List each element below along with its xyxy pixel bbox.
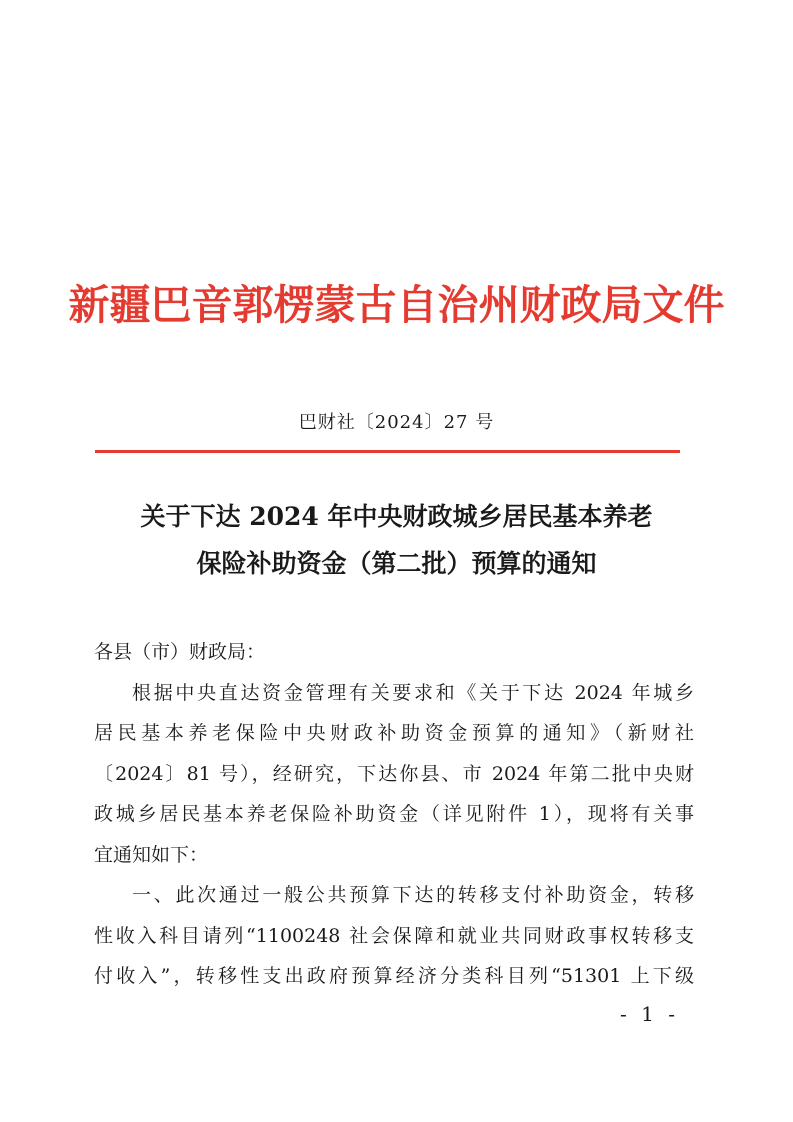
body-line-7: 性收入科目请列“1100248 社会保障和就业共同财政事权转移支 bbox=[94, 924, 694, 947]
notice-body bbox=[94, 632, 694, 997]
notice-title bbox=[0, 493, 793, 587]
notice-title-line-1: 关于下达 2024 年中央财政城乡居民基本养老 bbox=[140, 502, 653, 531]
body-line-1: 根据中央直达资金管理有关要求和《关于下达 2024 年城乡 bbox=[132, 681, 694, 704]
page-number: - 1 - bbox=[620, 1002, 679, 1026]
body-line-2: 居民基本养老保险中央财政补助资金预算的通知》（新财社 bbox=[94, 722, 694, 744]
red-divider-line bbox=[95, 450, 680, 453]
body-line-6: 一、此次通过一般公共预算下达的转移支付补助资金，转移 bbox=[132, 884, 694, 906]
salutation: 各县（市）财政局： bbox=[94, 641, 266, 663]
body-line-3: 〔2024〕81 号），经研究，下达你县、市 2024 年第二批中央财 bbox=[94, 762, 694, 785]
notice-title-line-2: 保险补助资金（第二批）预算的通知 bbox=[196, 549, 597, 578]
body-line-4: 政城乡居民基本养老保险补助资金（详见附件 1），现将有关事 bbox=[94, 803, 694, 825]
body-line-5: 宜通知如下： bbox=[94, 843, 209, 866]
document-number: 巴财社〔2024〕27 号 bbox=[298, 412, 495, 433]
body-line-8: 付收入”，转移性支出政府预算经济分类科目列“51301 上下级 bbox=[94, 965, 694, 987]
issuer-header-title: 新疆巴音郭楞蒙古自治州财政局文件 bbox=[68, 281, 725, 329]
